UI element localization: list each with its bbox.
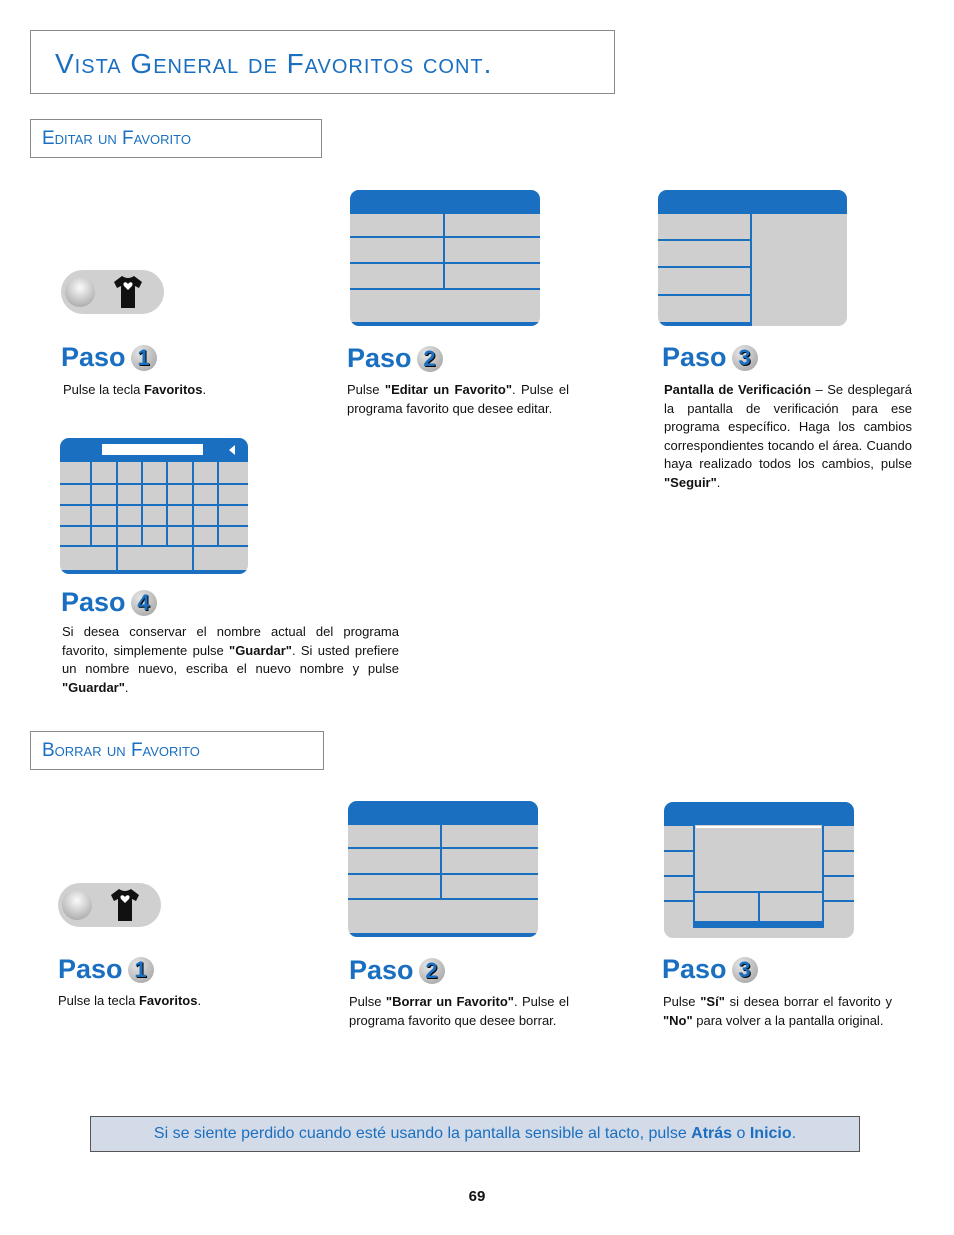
edit-step1-text: Pulse la tecla Favoritos. <box>63 382 207 397</box>
edit-step2-heading: Paso 2 <box>347 343 443 374</box>
confirm-dialog <box>693 823 824 923</box>
edit-step4-keyboard-screen <box>60 438 248 574</box>
step-number-badge: 3 <box>732 345 758 371</box>
edit-step2-text: Pulse "Editar un Favorito". Pulse el programa favorito que desee editar. <box>347 382 569 416</box>
section-delete-heading: Borrar un Favorito <box>42 740 200 761</box>
delete-step2-text: Pulse "Borrar un Favorito". Pulse el programa favorito que desee borrar. <box>349 994 569 1028</box>
favorites-remote-button[interactable] <box>58 883 161 927</box>
edit-step3-text: Pantalla de Verificación – Se desplegará la pantalla de verificación para ese programa específico. Haga los cambios correspondientes tocando el área. Cuando haya realizado todos los cambios, pulse "Seguir". <box>664 382 912 490</box>
edit-step4-text: Si desea conservar el nombre actual del programa favorito, simplemente pulse "Guardar". Si usted prefiere un nombre nuevo, escriba el nuevo nombre y pulse "Guardar". <box>62 624 399 695</box>
step-number-badge: 1 <box>128 957 154 983</box>
back-arrow-icon <box>228 445 236 455</box>
favorites-remote-button[interactable] <box>61 270 164 314</box>
help-notice: Si se siente perdido cuando esté usando la pantalla sensible al tacto, pulse Atrás o Inicio. <box>153 1125 797 1142</box>
edit-step3-heading: Paso 3 <box>662 342 758 373</box>
delete-step1-text: Pulse la tecla Favoritos. <box>58 993 202 1008</box>
delete-step2-screen <box>348 801 538 937</box>
step-number-badge: 3 <box>732 957 758 983</box>
favorites-ball-icon <box>62 890 92 920</box>
delete-step3-heading: Paso 3 <box>662 954 758 985</box>
step-number-badge: 2 <box>419 958 445 984</box>
page-number: 69 <box>468 1188 486 1205</box>
step-number-badge: 2 <box>417 346 443 372</box>
section-edit-heading: Editar un Favorito <box>42 128 191 149</box>
edit-step1-heading: Paso 1 <box>61 342 157 373</box>
favorites-ball-icon <box>65 277 95 307</box>
delete-step3-text: Pulse "Sí" si desea borrar el favorito y "No" para volver a la pantalla original. <box>663 994 892 1028</box>
edit-step3-screen <box>658 190 847 326</box>
edit-step2-screen <box>350 190 540 326</box>
delete-step2-heading: Paso 2 <box>349 955 445 986</box>
name-entry-field <box>102 444 203 455</box>
shirt-heart-icon <box>110 888 140 922</box>
step-number-badge: 1 <box>131 345 157 371</box>
edit-step4-heading: Paso 4 <box>61 587 157 618</box>
delete-step1-heading: Paso 1 <box>58 954 154 985</box>
step-number-badge: 4 <box>131 590 157 616</box>
delete-step3-screen <box>664 802 854 938</box>
shirt-heart-icon <box>113 275 143 309</box>
page-title: Vista General de Favoritos cont. <box>55 48 493 79</box>
